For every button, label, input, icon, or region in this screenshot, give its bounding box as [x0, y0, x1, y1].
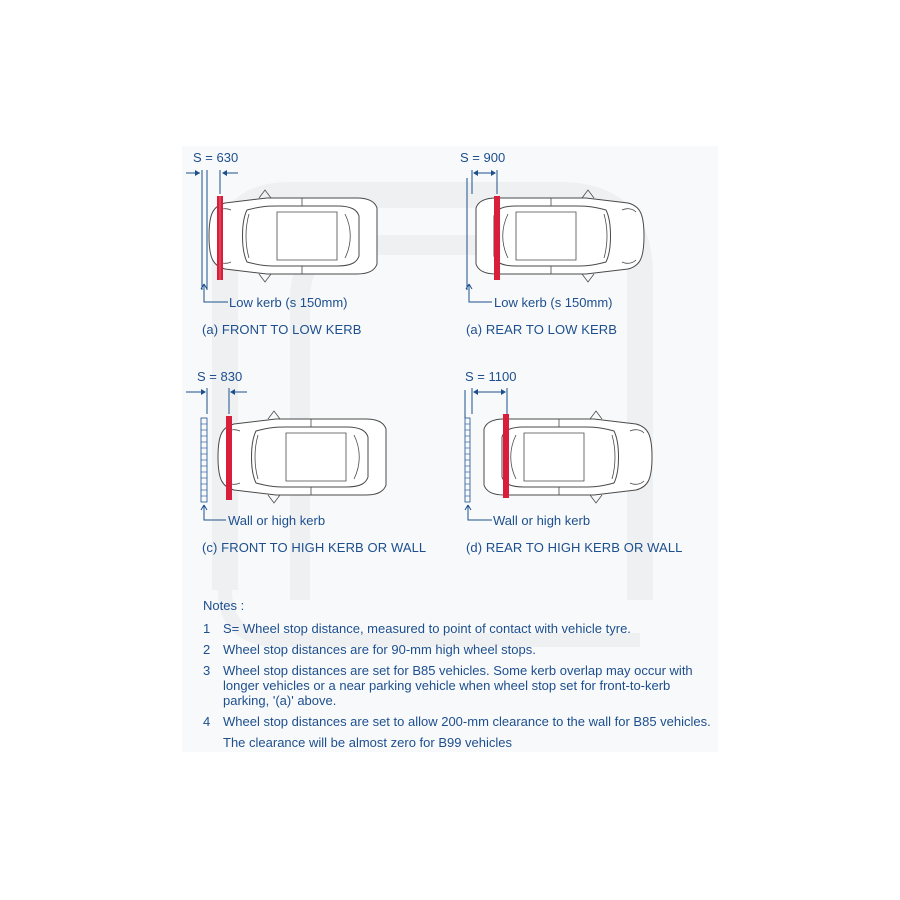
notes-title: Notes : — [203, 598, 245, 613]
panel-a-front — [186, 170, 377, 302]
kerb-label-c-front: Wall or high kerb — [228, 513, 326, 528]
kerb-label-d-rear: Wall or high kerb — [493, 513, 591, 528]
dimension-label-a-front: S = 630 — [193, 150, 239, 165]
note-extra-text: The clearance will be almost zero for B99 vehicles — [223, 735, 513, 750]
kerb-label-a-front: Low kerb (s 150mm) — [229, 295, 348, 310]
kerb-label-a-rear: Low kerb (s 150mm) — [494, 295, 613, 310]
note-text: Wheel stop distances are set for B85 vehicles. Some kerb overlap may occur with longer vehicles or a near parking vehicle when wheel stop set for front-to-kerb parking, '(a)' above. — [223, 663, 693, 708]
note-number: 3 — [203, 663, 211, 678]
dimension-label-a-rear: S = 900 — [460, 150, 506, 165]
notes-section — [203, 598, 743, 750]
dimension-label-d-rear: S = 1100 — [465, 369, 517, 384]
note-item — [203, 714, 743, 729]
note-number: 1 — [203, 621, 211, 636]
note-text: Wheel stop distances are set to allow 200-mm clearance to the wall for B85 vehicles. — [223, 714, 711, 729]
dimension-label-c-front: S = 830 — [197, 369, 243, 384]
note-number: 4 — [203, 714, 211, 729]
caption-d-rear: (d) REAR TO HIGH KERB OR WALL — [466, 540, 683, 555]
panel-c-front — [186, 388, 386, 520]
caption-c-front: (c) FRONT TO HIGH KERB OR WALL — [202, 540, 427, 555]
note-item — [203, 621, 743, 636]
note-item — [203, 663, 743, 708]
caption-a-rear: (a) REAR TO LOW KERB — [466, 322, 618, 337]
caption-a-front: (a) FRONT TO LOW KERB — [202, 322, 362, 337]
note-text: Wheel stop distances are for 90-mm high wheel stops. — [223, 642, 536, 657]
note-number: 2 — [203, 642, 211, 657]
panel-d-rear — [465, 388, 652, 520]
note-item — [203, 642, 743, 657]
note-text: S= Wheel stop distance, measured to point of contact with vehicle tyre. — [223, 621, 631, 636]
panel-a-rear — [466, 170, 644, 302]
